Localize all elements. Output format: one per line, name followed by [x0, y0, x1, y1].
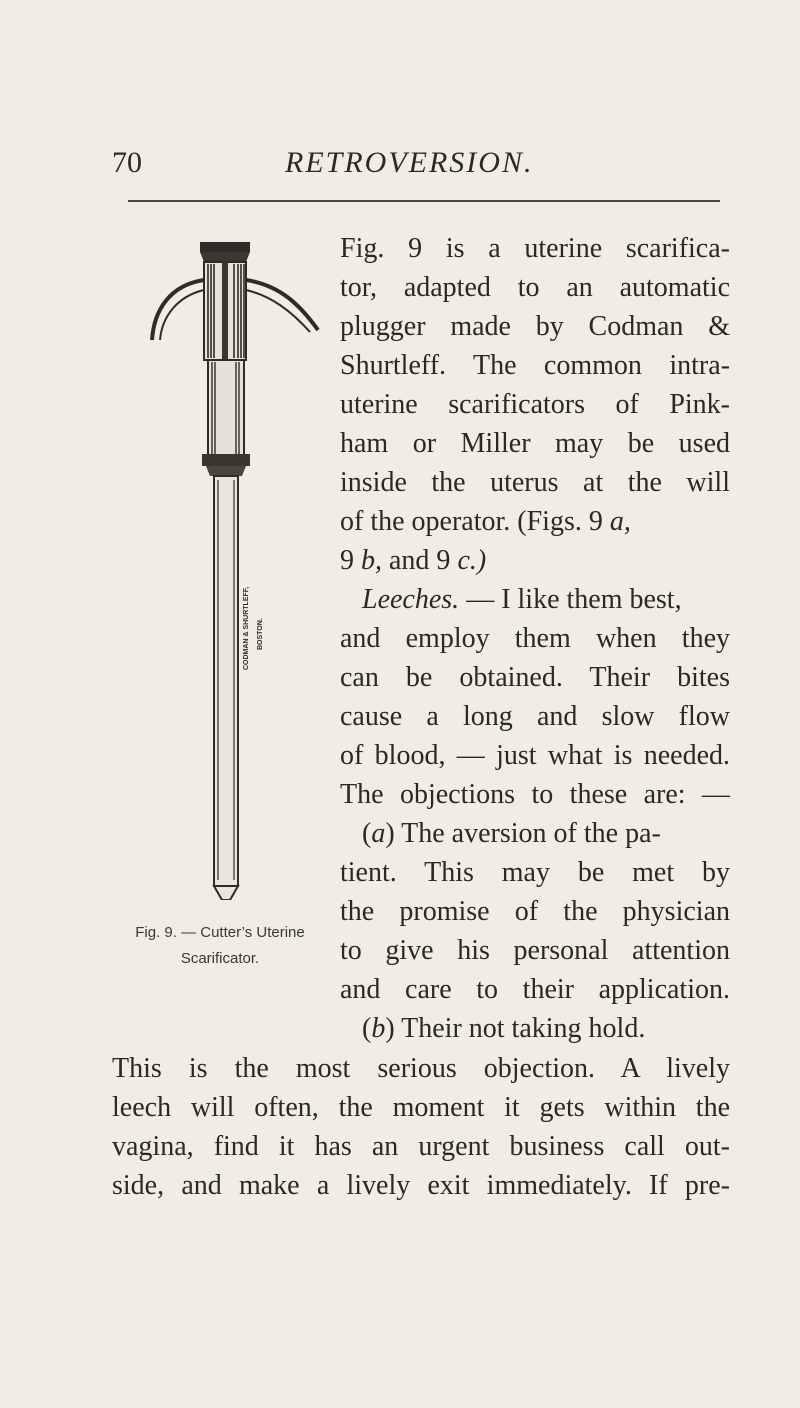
text-span: ( — [362, 1013, 372, 1044]
text-line — [340, 503, 730, 541]
text-line: Shurtleff. The common intra- — [340, 350, 730, 381]
left-finger-ring — [152, 280, 204, 340]
text-span: c.) — [457, 545, 487, 576]
text-line: and care to their application. — [340, 974, 730, 1005]
engraving-maker: CODMAN & SHURTLEFF, — [243, 586, 250, 670]
cap-top — [200, 242, 250, 252]
cap-flare — [200, 252, 250, 262]
text-span: ) The aversion of the pa- — [385, 818, 661, 849]
text-span-leeches: Leeches. — [362, 584, 460, 615]
collar-taper — [206, 466, 246, 476]
text-line — [340, 581, 730, 619]
engraving-city: BOSTON. — [257, 618, 264, 650]
text-line: to give his personal attention — [340, 935, 730, 966]
text-line: ham or Miller may be used — [340, 428, 730, 459]
text-line: of blood, — just what is needed. — [340, 740, 730, 771]
running-head: RETROVERSION. — [285, 146, 534, 179]
text-line: inside the uterus at the will — [340, 467, 730, 498]
text-line: can be obtained. Their bites — [340, 662, 730, 693]
text-line: side, and make a lively exit immediately. If pre- — [112, 1170, 730, 1201]
text-span: a, — [609, 506, 631, 537]
text-span: ( — [362, 818, 372, 849]
text-span: b — [371, 1013, 386, 1044]
text-line: This is the most serious objection. A lively — [112, 1053, 730, 1084]
collar — [202, 454, 250, 466]
text-span: 9 — [340, 545, 361, 576]
text-line — [340, 815, 730, 853]
text-line: cause a long and slow flow — [340, 701, 730, 732]
text-span: of the operator. (Figs. 9 — [340, 506, 610, 537]
text-line: plugger made by Codman & — [340, 311, 730, 342]
plunger-rod — [222, 262, 228, 362]
text-line: uterine scarificators of Pink- — [340, 389, 730, 420]
text-line: and employ them when they — [340, 623, 730, 654]
right-finger-ring — [246, 280, 318, 330]
text-line — [340, 542, 730, 580]
page-number: 70 — [112, 146, 142, 179]
text-line: tient. This may be met by — [340, 857, 730, 888]
text-span: b, — [361, 545, 382, 576]
text-span: a — [371, 818, 386, 849]
text-line: the promise of the physician — [340, 896, 730, 927]
scarificator-tip — [214, 886, 238, 900]
figure-caption-line-1: Fig. 9. — Cutter’s Uterine — [135, 924, 305, 941]
text-line: The objections to these are: — — [340, 779, 730, 810]
text-span: ) Their not taking hold. — [385, 1013, 646, 1044]
text-line: leech will often, the moment it gets within the — [112, 1092, 730, 1123]
text-line: tor, adapted to an automatic — [340, 272, 730, 303]
text-line: Fig. 9 is a uterine scarifica- — [340, 233, 730, 264]
text-line: vagina, find it has an urgent business call out- — [112, 1131, 730, 1162]
scarificator-illustration — [150, 240, 350, 900]
text-line — [340, 1010, 730, 1048]
text-span: — I like them best, — [459, 584, 682, 615]
figure-caption — [120, 920, 320, 972]
text-span: and 9 — [382, 545, 458, 576]
figure-caption-line-2: Scarificator. — [180, 950, 260, 967]
header-rule — [128, 200, 720, 202]
